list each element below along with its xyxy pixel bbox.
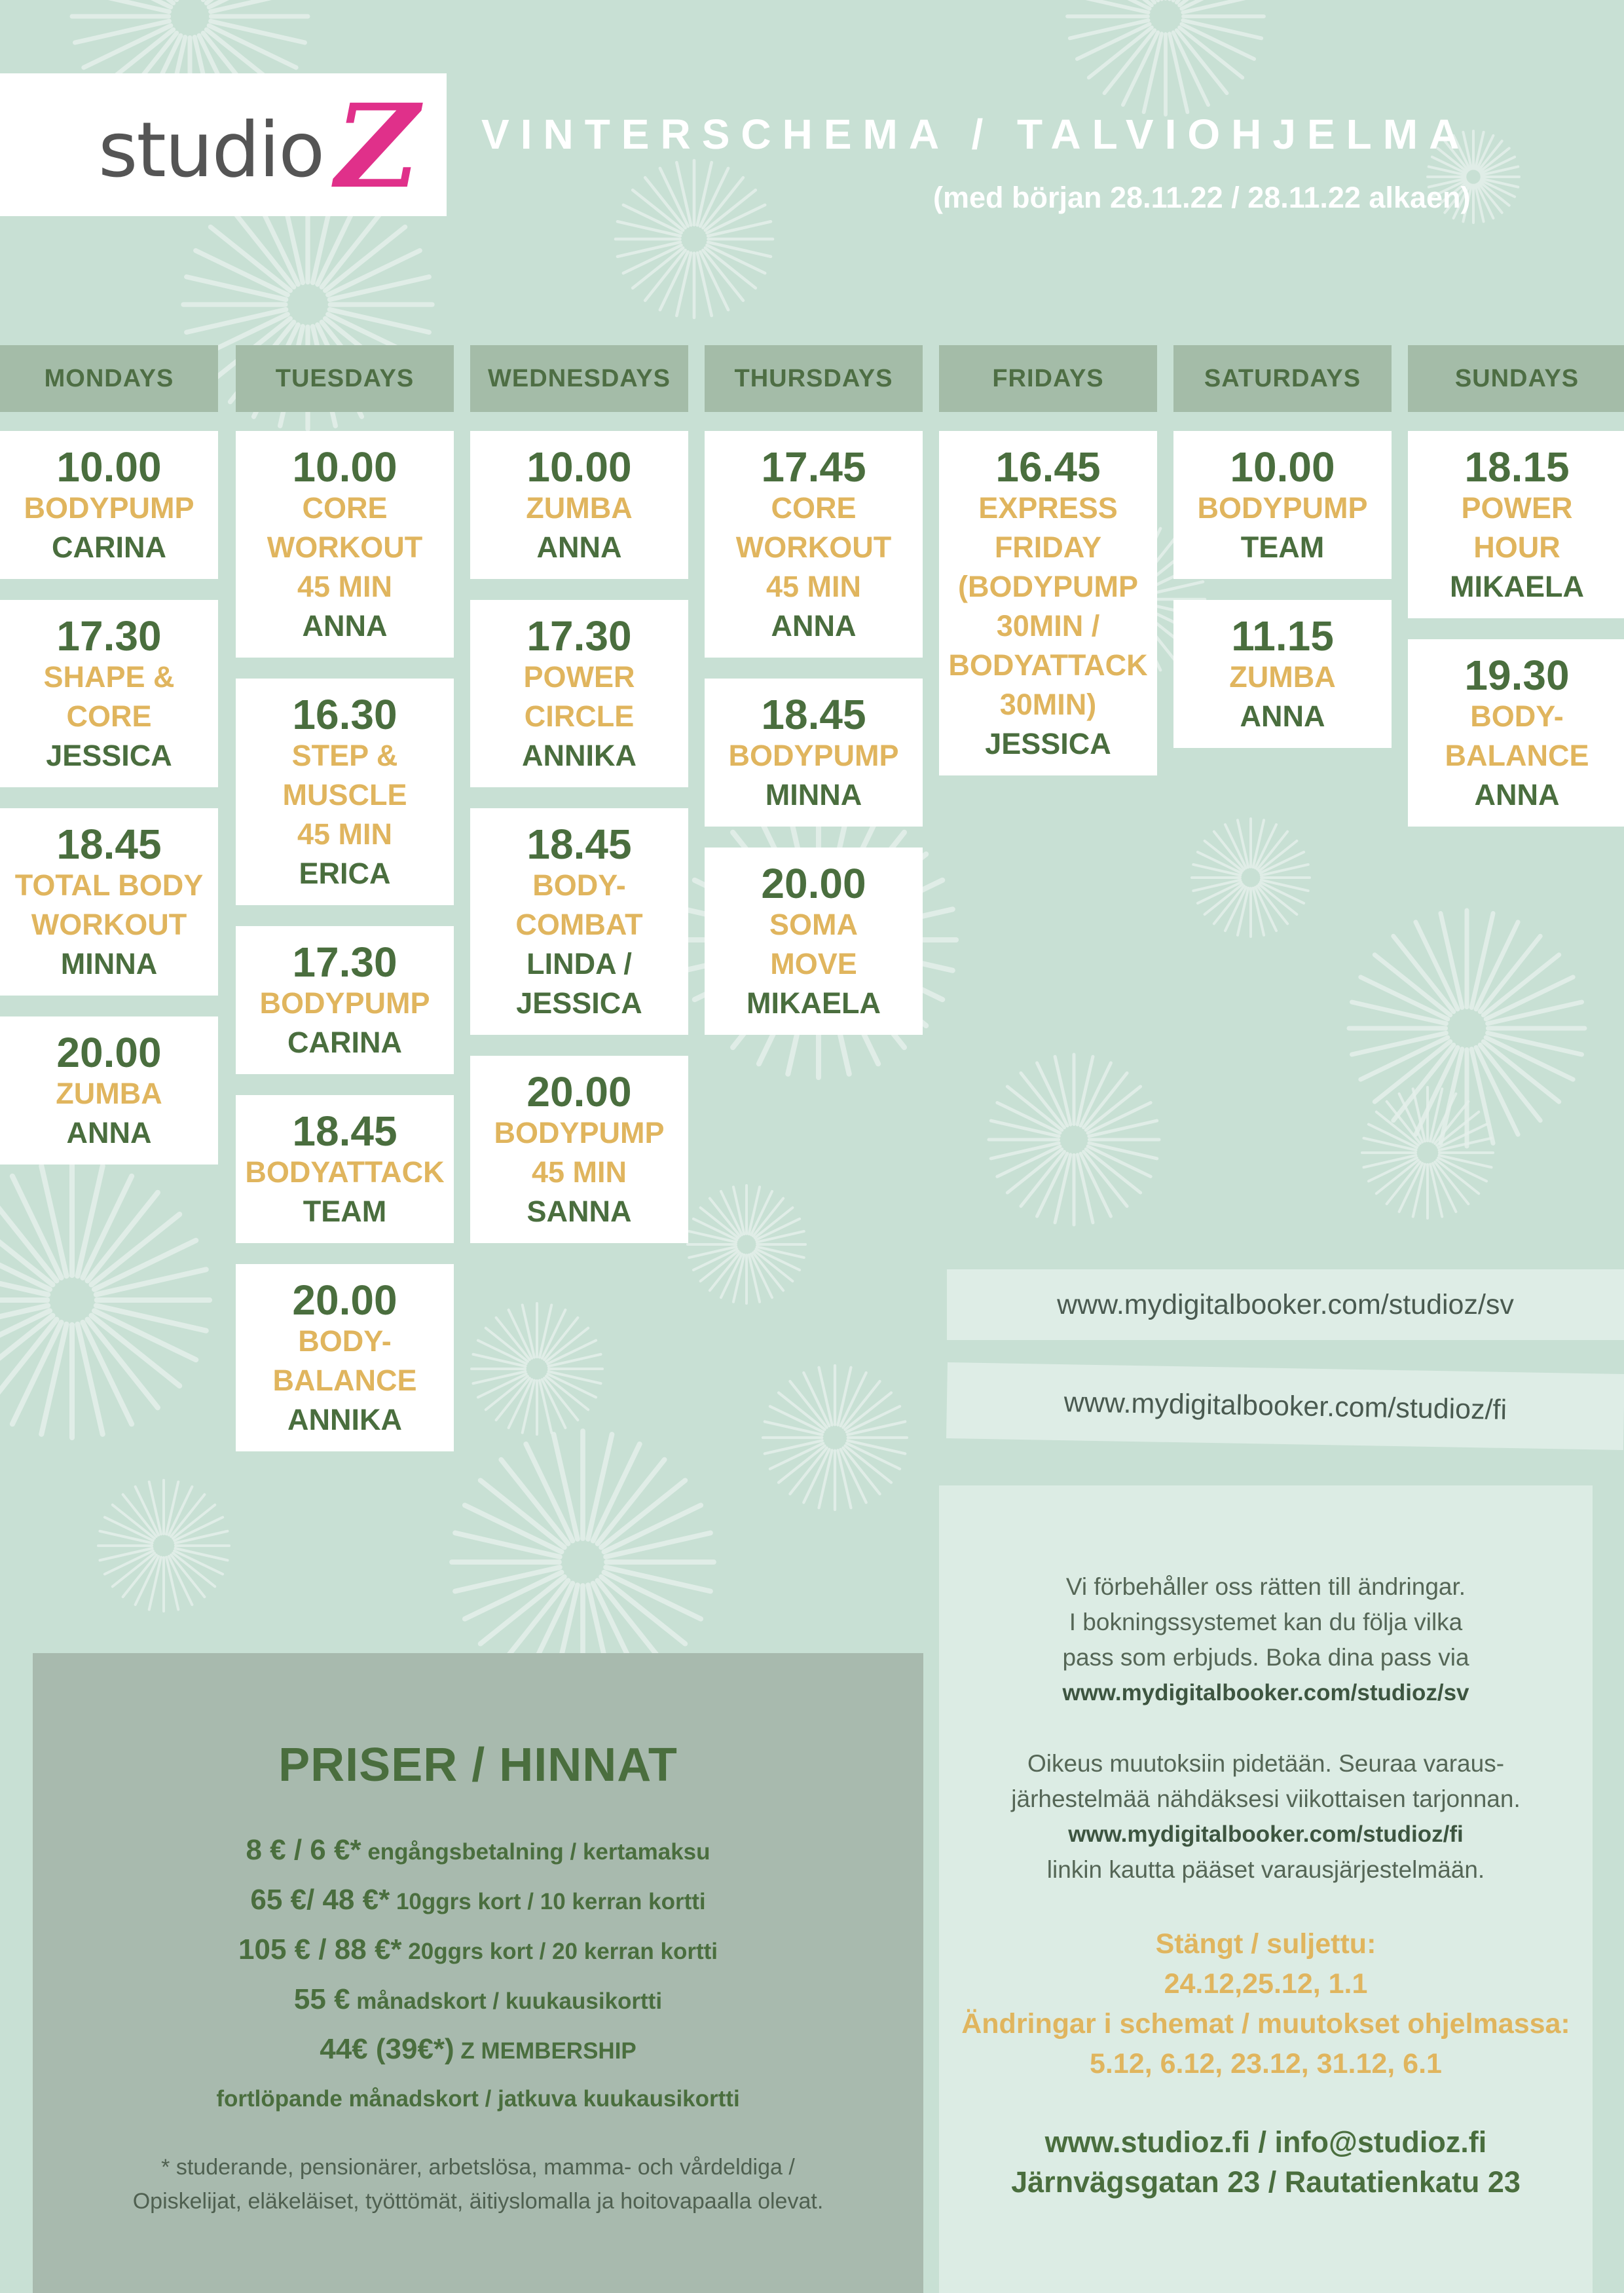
- class-teacher: ANNA: [771, 609, 857, 643]
- class-time: 10.00: [526, 443, 632, 491]
- info-sv-line3: pass som erbjuds. Boka dina pass via: [1062, 1644, 1469, 1671]
- day-header-sundays: SUNDAYS: [1408, 345, 1624, 412]
- class-name: BODYPUMP: [1197, 491, 1368, 525]
- price-row: [33, 1878, 923, 1928]
- discount-note-fi: Opiskelijat, eläkeläiset, työttömät, äitiyslomalla ja hoitovapaalla olevat.: [132, 2189, 824, 2214]
- info-sv-line2: I bokningssystemet kan du följa vilka: [1069, 1609, 1463, 1635]
- class-teacher: MINNA: [60, 947, 158, 980]
- class-teacher: ANNIKA: [522, 739, 637, 772]
- price-list: [33, 1829, 923, 2078]
- class-teacher: ANNA: [1474, 778, 1560, 811]
- class-time: 16.45: [995, 443, 1101, 491]
- info-fi-link[interactable]: www.mydigitalbooker.com/studioz/fi: [1068, 1821, 1464, 1847]
- class-card[interactable]: [1173, 431, 1392, 579]
- class-time: 17.30: [292, 939, 397, 986]
- closed-label: Stängt / suljettu:: [1155, 1928, 1376, 1960]
- class-teacher: MIKAELA: [747, 986, 881, 1020]
- price-panel: [33, 1653, 923, 2293]
- class-teacher: ANNA: [1240, 699, 1325, 733]
- class-card[interactable]: [0, 1016, 218, 1165]
- class-name: POWER CIRCLE: [523, 660, 635, 733]
- class-teacher: CARINA: [287, 1026, 402, 1059]
- address: Järnvägsgatan 23 / Rautatienkatu 23: [1011, 2165, 1521, 2199]
- class-card[interactable]: [939, 431, 1157, 775]
- class-time: 18.45: [526, 821, 632, 868]
- class-teacher: ANNIKA: [287, 1403, 402, 1436]
- day-header-wednesdays: WEDNESDAYS: [470, 345, 688, 412]
- class-name: BODY- BALANCE: [1445, 699, 1589, 772]
- day-header-tuesdays: TUESDAYS: [236, 345, 454, 412]
- class-time: 19.30: [1464, 652, 1570, 699]
- class-name: BODYPUMP 45 MIN: [494, 1116, 665, 1189]
- closed-dates: 24.12,25.12, 1.1: [1164, 1968, 1368, 2000]
- logo-z-mark: Z: [335, 79, 420, 214]
- class-time: 20.00: [292, 1277, 397, 1324]
- price-description: engångsbetalning / kertamaksu: [361, 1839, 710, 1865]
- info-fi-line3: linkin kautta pääset varausjärjestelmään.: [1046, 1856, 1485, 1883]
- class-card[interactable]: [470, 808, 688, 1035]
- class-card[interactable]: [236, 1095, 454, 1243]
- class-teacher: LINDA / JESSICA: [516, 947, 642, 1020]
- price-row: [33, 1928, 923, 1978]
- class-name: BODY- COMBAT: [515, 868, 643, 941]
- class-card[interactable]: [0, 600, 218, 787]
- class-name: POWER HOUR: [1461, 491, 1573, 564]
- info-sv-link[interactable]: www.mydigitalbooker.com/studioz/sv: [1062, 1680, 1469, 1706]
- class-name: SOMA MOVE: [769, 908, 858, 980]
- class-teacher: CARINA: [52, 531, 166, 564]
- info-panel: [939, 1485, 1593, 2293]
- logo: [0, 73, 447, 216]
- class-teacher: ERICA: [299, 857, 391, 890]
- class-name: TOTAL BODY WORKOUT: [14, 868, 204, 941]
- class-time: 17.30: [526, 612, 632, 660]
- day-header-saturdays: SATURDAYS: [1173, 345, 1392, 412]
- class-name: BODYPUMP: [259, 986, 430, 1020]
- price-amount: 8 € / 6 €*: [246, 1834, 361, 1866]
- logo-wordmark: studio: [98, 106, 324, 195]
- class-name: EXPRESS FRIDAY (BODYPUMP 30MIN / BODYATTACK 30MIN): [948, 491, 1148, 721]
- changes-dates: 5.12, 6.12, 23.12, 31.12, 6.1: [1090, 2048, 1442, 2079]
- price-row: [33, 2028, 923, 2078]
- class-name: BODYATTACK: [245, 1155, 445, 1189]
- class-time: 17.45: [761, 443, 866, 491]
- price-amount: 65 €/ 48 €*: [250, 1884, 390, 1916]
- price-amount: 44€ (39€*): [320, 2033, 454, 2065]
- class-card[interactable]: [1173, 600, 1392, 748]
- membership-description: fortlöpande månadskort / jatkuva kuukausikortti: [216, 2086, 740, 2112]
- class-card[interactable]: [0, 431, 218, 579]
- class-time: 20.00: [761, 860, 866, 907]
- class-name: BODY- BALANCE: [272, 1324, 417, 1397]
- class-card[interactable]: [470, 600, 688, 787]
- class-card[interactable]: [1408, 639, 1624, 827]
- day-header-fridays: FRIDAYS: [939, 345, 1157, 412]
- class-time: 11.15: [1231, 612, 1334, 660]
- class-card[interactable]: [470, 431, 688, 579]
- price-amount: 105 € / 88 €*: [238, 1933, 402, 1966]
- class-teacher: MINNA: [765, 778, 862, 811]
- class-time: 16.30: [292, 691, 397, 738]
- changes-label: Ändringar i schemat / muutokset ohjelmassa:: [961, 2008, 1570, 2040]
- class-card[interactable]: [236, 431, 454, 658]
- price-amount: 55 €: [293, 1983, 350, 2015]
- class-time: 17.30: [56, 612, 162, 660]
- class-name: ZUMBA: [526, 491, 633, 525]
- price-description: 10ggrs kort / 10 kerran kortti: [390, 1889, 706, 1914]
- price-description: månadskort / kuukausikortti: [350, 1988, 663, 2014]
- booking-link-sv[interactable]: www.mydigitalbooker.com/studioz/sv: [947, 1269, 1624, 1340]
- class-name: BODYPUMP: [728, 739, 899, 772]
- class-teacher: ANNA: [66, 1116, 152, 1149]
- class-teacher: JESSICA: [46, 739, 172, 772]
- day-header-mondays: MONDAYS: [0, 345, 218, 412]
- class-teacher: TEAM: [1240, 531, 1325, 564]
- class-teacher: MIKAELA: [1450, 570, 1584, 603]
- class-name: BODYPUMP: [24, 491, 194, 525]
- class-card[interactable]: [236, 926, 454, 1074]
- class-name: STEP & MUSCLE 45 MIN: [282, 739, 407, 851]
- info-fi-line2: järhestelmää nähdäksesi viikottaisen tarjonnan.: [1011, 1785, 1521, 1812]
- info-sv-line1: Vi förbehåller oss rätten till ändringar.: [1065, 1573, 1466, 1600]
- class-time: 10.00: [1230, 443, 1335, 491]
- class-card[interactable]: [470, 1056, 688, 1243]
- class-time: 20.00: [526, 1068, 632, 1115]
- class-time: 10.00: [56, 443, 162, 491]
- class-teacher: ANNA: [536, 531, 622, 564]
- class-teacher: TEAM: [303, 1195, 387, 1228]
- price-description: Z MEMBERSHIP: [454, 2038, 637, 2064]
- page-title: VINTERSCHEMA / TALVIOHJELMA: [481, 111, 1471, 158]
- class-time: 18.45: [56, 821, 162, 868]
- class-card[interactable]: [705, 848, 923, 1035]
- class-card[interactable]: [705, 431, 923, 658]
- class-teacher: ANNA: [302, 609, 388, 643]
- class-teacher: JESSICA: [985, 727, 1111, 760]
- class-card[interactable]: [236, 1264, 454, 1451]
- info-fi-line1: Oikeus muutoksiin pidetään. Seuraa varaus-: [1027, 1750, 1505, 1777]
- class-card[interactable]: [705, 679, 923, 827]
- price-row: [33, 1829, 923, 1878]
- class-name: ZUMBA: [1229, 660, 1336, 694]
- page-subtitle: (med början 28.11.22 / 28.11.22 alkaen): [933, 181, 1471, 214]
- price-description: 20ggrs kort / 20 kerran kortti: [401, 1939, 718, 1964]
- class-time: 18.45: [292, 1108, 397, 1155]
- class-name: CORE WORKOUT 45 MIN: [267, 491, 423, 603]
- class-name: SHAPE & CORE: [43, 660, 175, 733]
- class-card[interactable]: [0, 808, 218, 996]
- class-name: CORE WORKOUT 45 MIN: [735, 491, 892, 603]
- class-teacher: SANNA: [526, 1195, 632, 1228]
- class-time: 20.00: [56, 1029, 162, 1076]
- price-title: PRISER / HINNAT: [278, 1739, 678, 1791]
- class-time: 10.00: [292, 443, 397, 491]
- price-row: [33, 1978, 923, 2028]
- class-time: 18.45: [761, 691, 866, 738]
- class-card[interactable]: [1408, 431, 1624, 618]
- day-header-thursdays: THURSDAYS: [705, 345, 923, 412]
- class-name: ZUMBA: [56, 1077, 162, 1110]
- class-time: 18.15: [1464, 443, 1570, 491]
- contact-info[interactable]: www.studioz.fi / info@studioz.fi: [1044, 2125, 1487, 2159]
- class-card[interactable]: [236, 679, 454, 905]
- booking-link-fi[interactable]: www.mydigitalbooker.com/studioz/fi: [946, 1362, 1624, 1450]
- discount-note-sv: * studerande, pensionärer, arbetslösa, mamma- och vårdeldiga /: [161, 2155, 795, 2180]
